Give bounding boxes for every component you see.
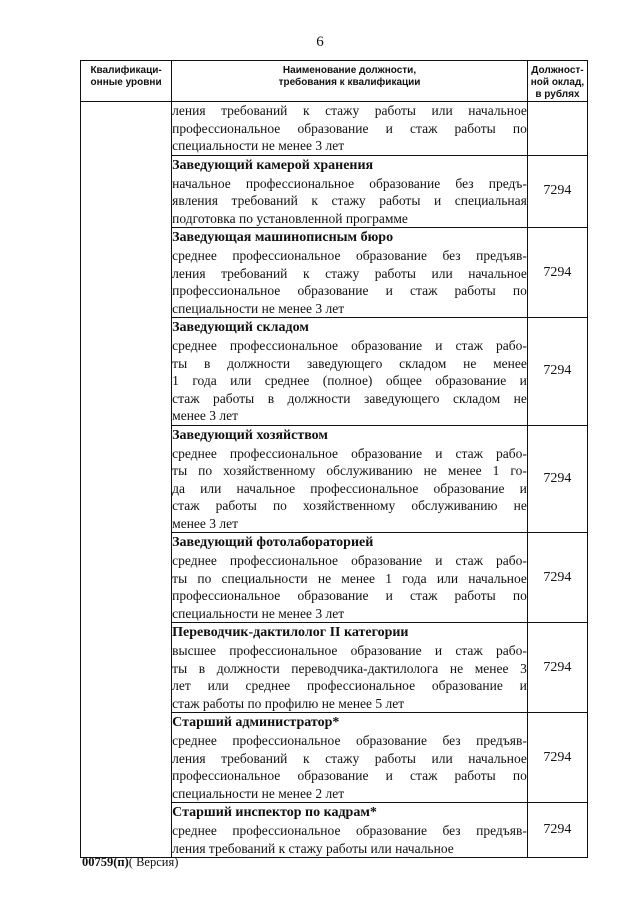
requirement-line: стаж работы по профилю не менее 5 лет [172, 695, 405, 711]
qualification-table [80, 60, 588, 858]
position-title: Заведующий фотолабораторией [172, 535, 374, 550]
position-description-cell [172, 318, 528, 426]
requirement-line: ты по специальности не менее 1 года или начальное [172, 570, 527, 586]
document-footer [82, 855, 178, 870]
salary-value: 7294 [527, 533, 587, 623]
requirement-line: специальности не менее 3 лет [172, 300, 345, 316]
position-description-cell [172, 155, 528, 228]
position-description-cell [172, 425, 528, 533]
requirement-line: среднее профессиональное образование без предъяв- [172, 248, 527, 263]
position-description-cell [172, 228, 528, 318]
requirement-line: лет или среднее профессиональное образование и [172, 678, 527, 693]
position-title: Заведующий хозяйством [172, 427, 328, 443]
salary-cell [527, 102, 587, 156]
page-number: 6 [316, 34, 324, 50]
table-row [81, 102, 588, 156]
header-salary: Должност- ной оклад, в рублях [527, 61, 587, 102]
requirement-line: профессиональное образование и стаж работы по [172, 283, 527, 298]
requirement-line: подготовка по установленной программе [172, 210, 408, 226]
salary-value: 7294 [527, 425, 587, 533]
position-title: Старший инспектор по кадрам* [172, 805, 377, 820]
continuation-description-cell [172, 102, 528, 156]
requirement-line: ления требований к стажу работы или начальное [172, 265, 527, 281]
requirement-line: профессиональное образование и стаж работы по [172, 120, 527, 136]
requirement-line: стаж работы по хозяйственному обслуживанию не [172, 498, 527, 513]
document-version: ( Версия) [128, 855, 179, 869]
position-title: Переводчик-дактилолог II категории [172, 625, 409, 640]
requirement-line: среднее профессиональное образование и стаж рабо- [172, 553, 527, 568]
position-description-cell [172, 713, 528, 803]
requirement-line: среднее профессиональное образование и стаж рабо- [172, 445, 527, 461]
header-qualification-levels: Квалификаци- онные уровни [81, 61, 172, 102]
requirement-line: ты по хозяйственному обслуживанию не менее 1 го- [172, 463, 527, 478]
requirement-line: начальное профессиональное образование без предъ- [172, 175, 527, 191]
requirement-line: среднее профессиональное образование без предъяв- [172, 823, 527, 838]
requirement-line: да или начальное профессиональное образование и [172, 480, 527, 496]
requirement-line: 1 года или среднее (полное) общее образование и [172, 373, 527, 388]
document-code: 00759(п) [82, 855, 129, 869]
header-position-requirements: Наименование должности, требования к квалификации [172, 61, 528, 102]
requirement-line: специальности не менее 3 лет [172, 605, 345, 621]
requirement-line: профессиональное образование и стаж работы по [172, 768, 527, 783]
requirement-line: среднее профессиональное образование и стаж рабо- [172, 338, 527, 353]
requirement-line: явления требований к стажу работы и специальная [172, 193, 527, 208]
requirement-line: ты в должности переводчика-дактилолога не менее 3 [172, 660, 527, 676]
requirement-line: среднее профессиональное образование без предъяв- [172, 733, 527, 748]
salary-value: 7294 [527, 228, 587, 318]
requirement-line: специальности не менее 3 лет [172, 138, 345, 153]
requirement-line: ты в должности заведующего складом не менее [172, 355, 527, 371]
requirement-line: ления требований к стажу работы или начальное [172, 103, 527, 118]
requirement-line: специальности не менее 2 лет [172, 785, 345, 801]
position-title: Старший администратор* [172, 715, 340, 730]
qualification-level-cell [81, 102, 172, 858]
salary-value: 7294 [527, 803, 587, 858]
position-description-cell [172, 533, 528, 623]
position-description-cell [172, 623, 528, 713]
salary-value: 7294 [527, 318, 587, 426]
salary-value: 7294 [527, 713, 587, 803]
requirement-line: менее 3 лет [172, 515, 239, 531]
position-title: Заведующий складом [172, 320, 309, 335]
salary-value: 7294 [527, 155, 587, 228]
requirement-line: менее 3 лет [172, 408, 239, 423]
requirement-line: профессиональное образование и стаж работы по [172, 588, 527, 603]
salary-value: 7294 [527, 623, 587, 713]
table-header-row [81, 61, 588, 102]
requirement-line: стаж работы в должности заведующего складом не [172, 390, 527, 406]
position-description-cell [172, 803, 528, 858]
requirement-line: ления требований к стажу работы или начальное [172, 750, 527, 766]
position-title: Заведующий камерой хранения [172, 157, 374, 173]
requirement-line: ления требований к стажу работы или начальное [172, 840, 454, 856]
position-title: Заведующая машинописным бюро [172, 230, 394, 245]
requirement-line: высшее профессиональное образование и стаж рабо- [172, 643, 527, 658]
